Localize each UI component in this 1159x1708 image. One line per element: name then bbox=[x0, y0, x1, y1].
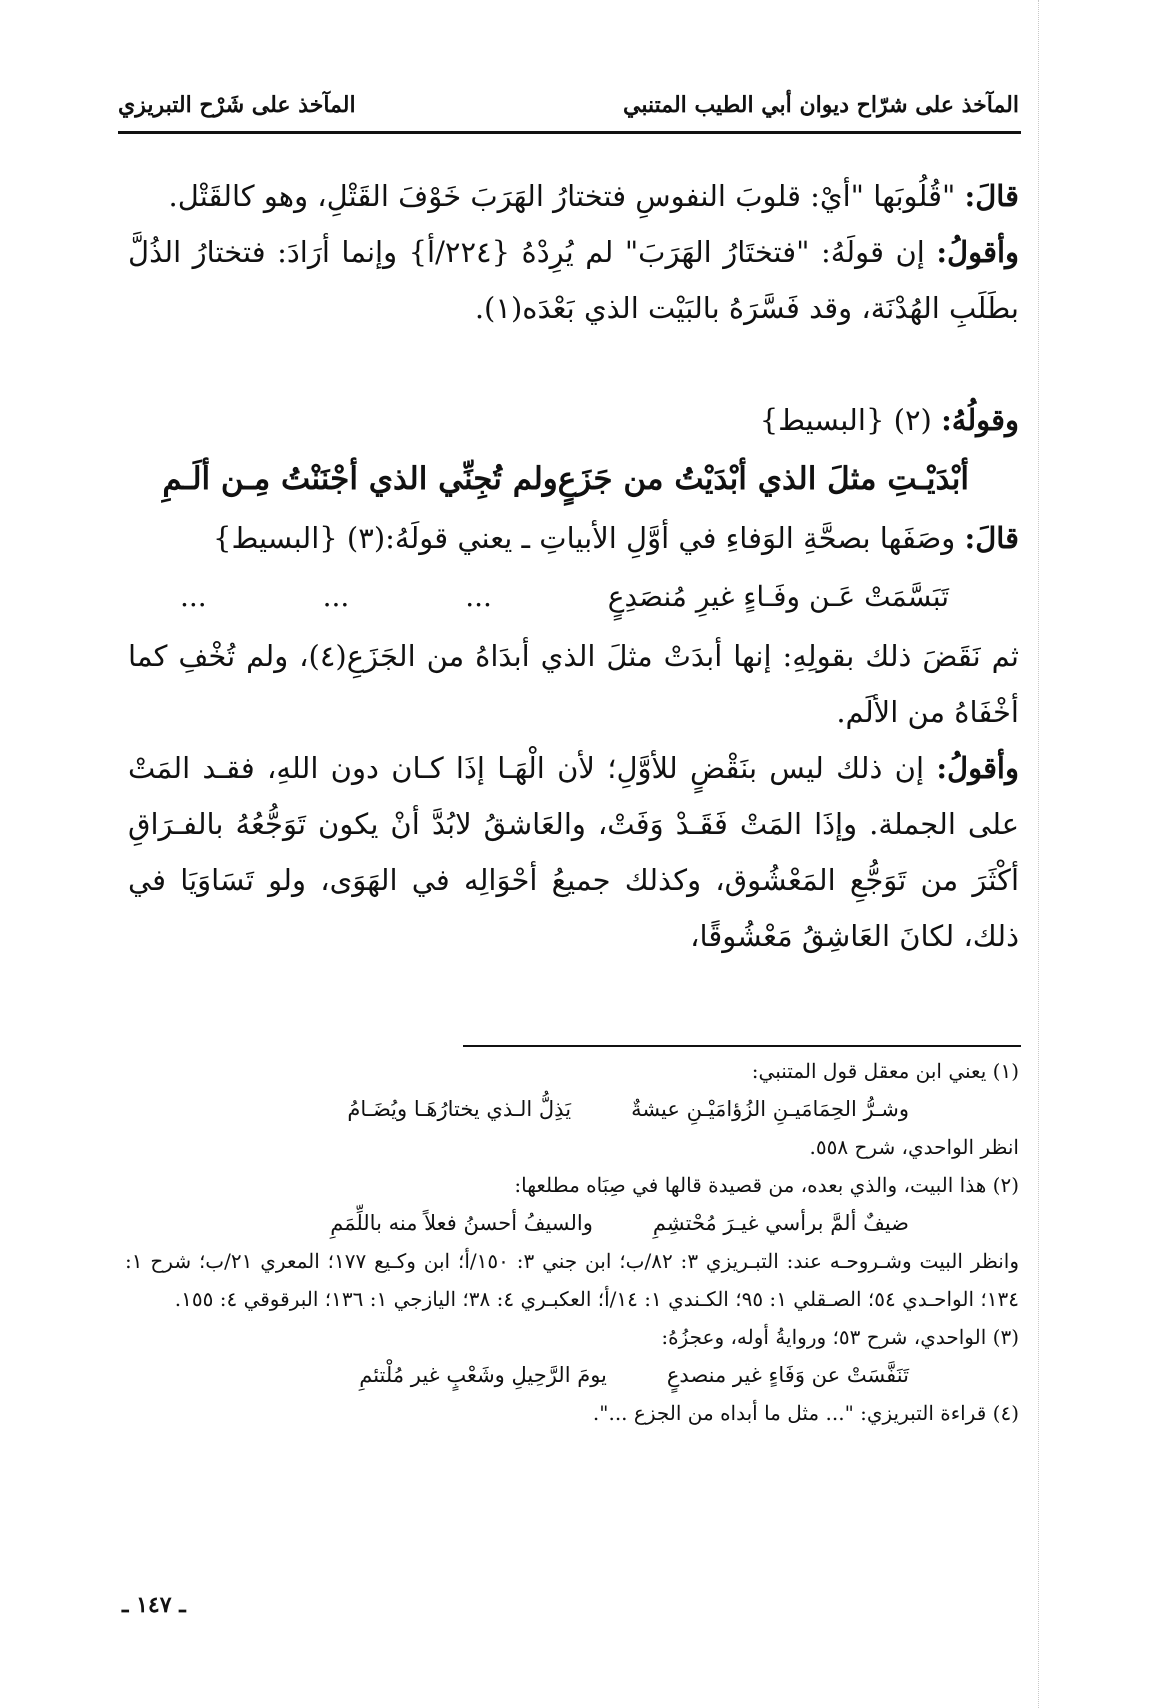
footnote-3-verse bbox=[125, 1356, 1019, 1394]
verse-first-hemistich: تَنَفَّسَتْ عن وَفَاءٍ غير منصدعٍ bbox=[666, 1363, 909, 1387]
footnote-1-verse bbox=[125, 1090, 1019, 1128]
verse-second-hemistich: يَذِلُّ الـذي يختارُهَـا ويُضَـامُ bbox=[347, 1097, 572, 1121]
paragraph-text: إن قولَهُ: "فتختَارُ الهَرَبَ" لم يُرِدْهُ {٢٢٤/أ} وإنما أرَادَ: فتختارُ الذُلَّ بطَلَبِ الهُدْنَة، وقد فَسَّرَهُ بالبَيْت الذي بَعْدَه(١). bbox=[128, 235, 1019, 325]
main-text bbox=[128, 168, 1019, 964]
page-number: ـ ١٤٧ ـ bbox=[122, 1592, 186, 1618]
verse-first-hemistich: وشـرُّ الحِمَامَيـنِ الزُؤامَيْـنِ عيشةٌ bbox=[631, 1097, 909, 1121]
footnote-4: (٤) قراءة التبريزي: "... مثل ما أبداه من الجزع ...". bbox=[592, 1401, 1019, 1425]
footnote-rule bbox=[463, 1045, 1021, 1047]
paragraph-aqulu-1 bbox=[128, 224, 1019, 336]
paragraph-text: وصَفَها بصحَّةِ الوَفاءِ في أوَّلِ الأبياتِ ـ يعني قولَهُ:(٣) {البسيط} bbox=[213, 521, 956, 555]
verse-second-hemistich: يومَ الرَّحِيلِ وشَعْبٍ غير مُلْتئمِ bbox=[359, 1363, 607, 1387]
paragraph-text: إن ذلك ليس بنَقْضٍ للأوَّلِ؛ لأن الْهَـا إذَا كـان دون اللهِ، فقـد المَتْ على الجملة. وإذَا المَتْ فَقَـدْ وَفَتْ، والعَاشقُ لابُدَّ أنْ يكون تَوَجُّعُهُ بالفـرَاقِ أكْثَرَ من تَوَجُّعِ المَعْشُوق، وكذلك جميعُ أحْوَالِه في الهَوَى، ولو تَسَاوَيَا في ذلك، لكانَ العَاشِقُ مَعْشُوقًا، bbox=[128, 751, 1019, 953]
paragraph-qawluhu bbox=[128, 392, 1019, 448]
footnote-2-reference: وانظر البيت وشـروحـه عند: التبـريزي ٣: ٨٢/ب؛ ابن جني ٣: ١٥٠/أ؛ ابن وكـيع ١٧٧؛ المعري ٢١/ب؛ شرح ١: ١٣٤؛ الواحـدي ٥٤؛ الصـقلي ١: ٩٥؛ الكـندي ١: ١٤/أ؛ العكبـري ٤: ٣٨؛ اليازجي ١: ١٣٦؛ البرقوقي ٤: ١٥٥. bbox=[125, 1249, 1020, 1311]
footnote-1-reference: انظر الواحدي، شرح ٥٥٨. bbox=[809, 1135, 1019, 1159]
footnote-2: (٢) هذا البيت، والذي بعده، من قصيدة قالها في صِبَاه مطلعها: bbox=[514, 1173, 1019, 1197]
paragraph-naqd bbox=[128, 628, 1019, 740]
spacer bbox=[128, 336, 1019, 392]
paragraph-text: "قُلُوبَها "أيْ: قلوبَ النفوسِ فتختارُ الهَرَبَ خَوْفَ القَتْلِ، وهو كالقَتْل. bbox=[168, 179, 956, 213]
footnote-3: (٣) الواحدي، شرح ٥٣؛ وروايةُ أوله، وعجزُهُ: bbox=[661, 1325, 1019, 1349]
label-qawluhu: وقولُهُ: bbox=[941, 403, 1019, 437]
verse-first-hemistich: تَبَسَّمَتْ عَـن وفَـاءٍ غيرِ مُنصَدِعٍ bbox=[607, 580, 949, 613]
label-qala: قالَ: bbox=[964, 521, 1019, 555]
poem-verse-1 bbox=[128, 448, 1019, 510]
footnote-2-verse bbox=[125, 1204, 1019, 1242]
paragraph-text: ثم نَقَضَ ذلك بقولِهِ: إنها أبدَتْ مثلَ الذي أبدَاهُ من الجَزَعِ(٤)، ولم تُخْفِ كما أخْفَاهُ من الألَم. bbox=[128, 639, 1019, 729]
footnote-1: (١) يعني ابن معقل قول المتنبي: bbox=[751, 1059, 1019, 1083]
header-section-title: المآخذ على شَرْح التبريزي bbox=[118, 92, 356, 118]
verse-first-hemistich: أبْدَيْـتِ مثلَ الذي أبْدَيْتُ من جَزَعٍ bbox=[557, 461, 969, 497]
label-aqulu: وأقولُ: bbox=[936, 235, 1020, 269]
header-book-title: المآخذ على شرّاح ديوان أبي الطيب المتنبي bbox=[623, 92, 1019, 118]
verse-ellipsis: ... bbox=[322, 580, 350, 613]
verse-first-hemistich: ضيفٌ ألمَّ برأسي غيـرَ مُحْتشِمِ bbox=[652, 1211, 909, 1235]
footnotes bbox=[125, 1052, 1019, 1432]
header-rule bbox=[118, 131, 1021, 134]
verse-ellipsis: ... bbox=[180, 580, 207, 613]
label-aqulu: وأقولُ: bbox=[936, 751, 1019, 785]
label-qala: قالَ: bbox=[964, 179, 1019, 213]
meter-note: (٢) {البسيط} bbox=[759, 403, 932, 437]
verse-second-hemistich: والسيفُ أحسنُ فعلاً منه باللِّمَمِ bbox=[330, 1211, 593, 1235]
margin-dotted-line bbox=[1038, 0, 1039, 1708]
poem-verse-2 bbox=[128, 566, 1019, 628]
verse-second-hemistich: ولم تُجِنِّي الذي أجْنَنْتُ مِـن ألَـمِ bbox=[162, 461, 558, 497]
verse-ellipsis: ... bbox=[465, 580, 492, 613]
running-header bbox=[118, 82, 1019, 122]
paragraph-qala-2 bbox=[128, 510, 1019, 566]
paragraph-aqulu-2 bbox=[128, 740, 1019, 964]
paragraph-qala-1 bbox=[128, 168, 1019, 224]
